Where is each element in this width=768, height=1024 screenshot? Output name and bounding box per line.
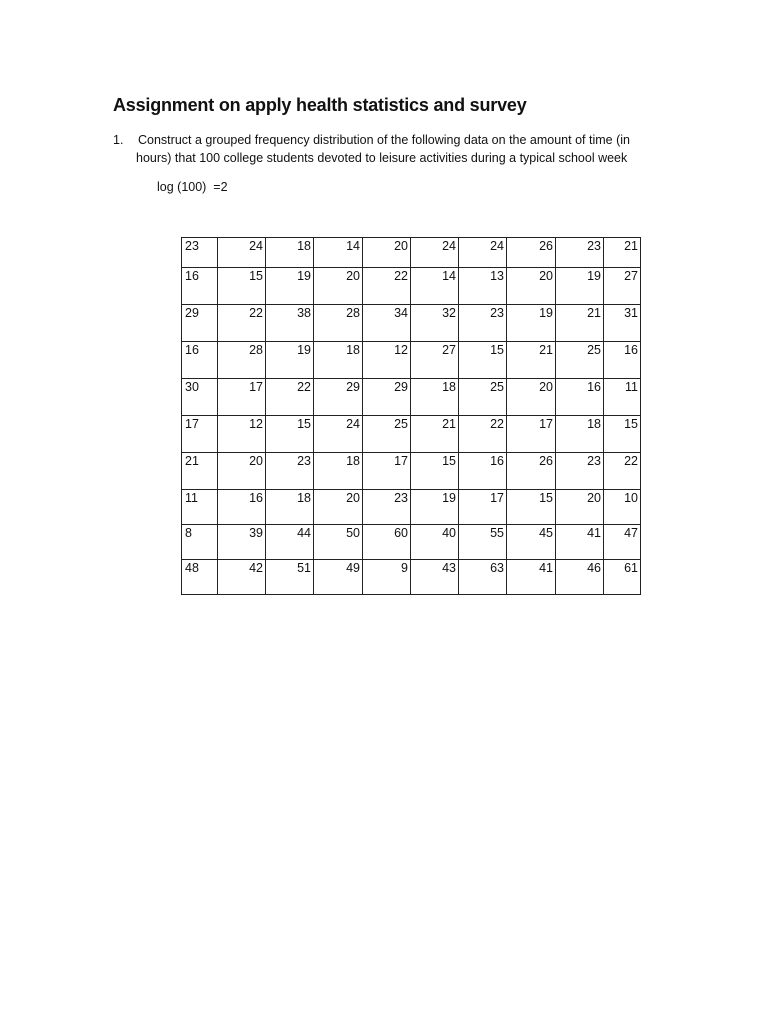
cell-value: 22 [249, 306, 263, 320]
table-cell [314, 379, 363, 416]
cell-value: 51 [297, 561, 311, 575]
cell-value: 29 [346, 380, 360, 394]
cell-value: 31 [624, 306, 638, 320]
question-number: 1. [113, 133, 124, 147]
cell-value: 26 [539, 454, 553, 468]
table-cell [314, 342, 363, 379]
cell-value: 13 [490, 269, 504, 283]
cell-value: 27 [442, 343, 456, 357]
table-cell [218, 379, 266, 416]
cell-value: 43 [442, 561, 456, 575]
table-cell [411, 416, 459, 453]
table-cell [604, 525, 641, 560]
cell-value: 10 [624, 491, 638, 505]
table-cell [363, 268, 411, 305]
cell-value: 17 [185, 417, 199, 431]
table-cell [363, 416, 411, 453]
table-cell [266, 268, 314, 305]
table-cell [218, 305, 266, 342]
cell-value: 61 [624, 561, 638, 575]
table-cell [314, 525, 363, 560]
table-cell [411, 560, 459, 595]
cell-value: 19 [297, 343, 311, 357]
cell-value: 15 [297, 417, 311, 431]
cell-value: 16 [249, 491, 263, 505]
cell-value: 21 [185, 454, 199, 468]
cell-value: 25 [490, 380, 504, 394]
cell-value: 24 [249, 239, 263, 253]
table-cell [314, 490, 363, 525]
cell-value: 29 [394, 380, 408, 394]
table-row [182, 453, 641, 490]
table-cell [507, 416, 556, 453]
table-cell [266, 305, 314, 342]
cell-value: 18 [346, 454, 360, 468]
table-cell [182, 342, 218, 379]
table-cell [363, 453, 411, 490]
cell-value: 24 [442, 239, 456, 253]
cell-value: 60 [394, 526, 408, 540]
cell-value: 18 [297, 239, 311, 253]
table-cell [459, 379, 507, 416]
table-cell [459, 525, 507, 560]
question-text: Construct a grouped frequency distribution of the following data on the amount of time (in hours) that 100 college students devoted to leisure activities during a typical school week [136, 133, 630, 165]
table-cell [363, 560, 411, 595]
table-cell [604, 238, 641, 268]
cell-value: 42 [249, 561, 263, 575]
table-cell [182, 268, 218, 305]
cell-value: 14 [346, 239, 360, 253]
table-cell [218, 490, 266, 525]
cell-value: 18 [346, 343, 360, 357]
table-cell [363, 525, 411, 560]
cell-value: 14 [442, 269, 456, 283]
table-row [182, 525, 641, 560]
table-cell [411, 379, 459, 416]
cell-value: 25 [587, 343, 601, 357]
table-cell [218, 342, 266, 379]
table-cell [556, 342, 604, 379]
table-cell [459, 416, 507, 453]
cell-value: 17 [490, 491, 504, 505]
cell-value: 24 [346, 417, 360, 431]
cell-value: 21 [587, 306, 601, 320]
table-cell [363, 342, 411, 379]
cell-value: 23 [297, 454, 311, 468]
table-cell [182, 238, 218, 268]
table-cell [218, 238, 266, 268]
cell-value: 23 [185, 239, 199, 253]
cell-value: 39 [249, 526, 263, 540]
table-cell [182, 490, 218, 525]
cell-value: 20 [346, 269, 360, 283]
table-cell [266, 342, 314, 379]
document-title: Assignment on apply health statistics and survey [113, 95, 527, 115]
cell-value: 30 [185, 380, 199, 394]
cell-value: 29 [185, 306, 199, 320]
table-cell [507, 238, 556, 268]
table-cell [507, 490, 556, 525]
table-cell [556, 305, 604, 342]
table-cell [459, 490, 507, 525]
cell-value: 44 [297, 526, 311, 540]
table-cell [266, 560, 314, 595]
cell-value: 63 [490, 561, 504, 575]
cell-value: 15 [249, 269, 263, 283]
table-cell [507, 379, 556, 416]
table-cell [459, 268, 507, 305]
table-row [182, 342, 641, 379]
table-row [182, 268, 641, 305]
table-cell [266, 379, 314, 416]
cell-value: 16 [185, 269, 199, 283]
table-cell [556, 490, 604, 525]
table-cell [182, 560, 218, 595]
cell-value: 16 [185, 343, 199, 357]
cell-value: 16 [490, 454, 504, 468]
table-cell [411, 268, 459, 305]
table-cell [314, 238, 363, 268]
table-cell [604, 268, 641, 305]
table-cell [556, 525, 604, 560]
table-cell [459, 305, 507, 342]
cell-value: 23 [587, 454, 601, 468]
table-cell [218, 416, 266, 453]
cell-value: 21 [442, 417, 456, 431]
table-row [182, 238, 641, 268]
cell-value: 21 [539, 343, 553, 357]
cell-value: 17 [539, 417, 553, 431]
table-cell [556, 453, 604, 490]
table-cell [266, 238, 314, 268]
cell-value: 28 [249, 343, 263, 357]
cell-value: 22 [624, 454, 638, 468]
table-cell [314, 416, 363, 453]
table-cell [218, 525, 266, 560]
table-cell [218, 268, 266, 305]
table-cell [604, 560, 641, 595]
cell-value: 50 [346, 526, 360, 540]
table-cell [556, 416, 604, 453]
cell-value: 20 [394, 239, 408, 253]
table-cell [182, 525, 218, 560]
table-row [182, 305, 641, 342]
table-cell [363, 490, 411, 525]
table-cell [507, 268, 556, 305]
table-cell [459, 560, 507, 595]
cell-value: 46 [587, 561, 601, 575]
cell-value: 17 [249, 380, 263, 394]
cell-value: 40 [442, 526, 456, 540]
table-row [182, 379, 641, 416]
cell-value: 15 [624, 417, 638, 431]
cell-value: 55 [490, 526, 504, 540]
cell-value: 45 [539, 526, 553, 540]
table-row [182, 416, 641, 453]
cell-value: 9 [401, 561, 408, 575]
table-cell [507, 525, 556, 560]
cell-value: 12 [394, 343, 408, 357]
table-cell [507, 453, 556, 490]
cell-value: 26 [539, 239, 553, 253]
cell-value: 15 [490, 343, 504, 357]
table-cell [459, 238, 507, 268]
table-cell [363, 379, 411, 416]
table-cell [556, 560, 604, 595]
table-cell [604, 416, 641, 453]
table-cell [314, 560, 363, 595]
cell-value: 27 [624, 269, 638, 283]
log-note: log (100) =2 [157, 180, 228, 194]
table-row [182, 490, 641, 525]
cell-value: 18 [297, 491, 311, 505]
table-cell [314, 453, 363, 490]
table-cell [266, 453, 314, 490]
table-cell [556, 379, 604, 416]
data-table-body [182, 238, 641, 595]
table-cell [182, 379, 218, 416]
cell-value: 48 [185, 561, 199, 575]
cell-value: 24 [490, 239, 504, 253]
table-cell [218, 453, 266, 490]
cell-value: 23 [394, 491, 408, 505]
cell-value: 18 [587, 417, 601, 431]
cell-value: 16 [624, 343, 638, 357]
table-cell [556, 238, 604, 268]
cell-value: 21 [624, 239, 638, 253]
table-cell [314, 305, 363, 342]
cell-value: 19 [442, 491, 456, 505]
table-cell [507, 305, 556, 342]
table-cell [411, 305, 459, 342]
cell-value: 23 [587, 239, 601, 253]
table-cell [604, 305, 641, 342]
table-cell [363, 305, 411, 342]
table-cell [459, 342, 507, 379]
cell-value: 22 [394, 269, 408, 283]
cell-value: 22 [490, 417, 504, 431]
cell-value: 11 [625, 380, 638, 394]
cell-value: 20 [249, 454, 263, 468]
data-table [181, 237, 641, 595]
table-cell [604, 379, 641, 416]
cell-value: 20 [346, 491, 360, 505]
table-cell [411, 490, 459, 525]
table-cell [604, 490, 641, 525]
cell-value: 18 [442, 380, 456, 394]
cell-value: 28 [346, 306, 360, 320]
cell-value: 8 [185, 526, 192, 540]
table-cell [411, 342, 459, 379]
table-cell [507, 342, 556, 379]
table-cell [182, 305, 218, 342]
cell-value: 20 [539, 269, 553, 283]
cell-value: 23 [490, 306, 504, 320]
table-cell [604, 453, 641, 490]
table-cell [266, 490, 314, 525]
table-row [182, 560, 641, 595]
cell-value: 19 [587, 269, 601, 283]
cell-value: 41 [539, 561, 553, 575]
table-cell [556, 268, 604, 305]
cell-value: 22 [297, 380, 311, 394]
cell-value: 12 [249, 417, 263, 431]
table-cell [314, 268, 363, 305]
cell-value: 17 [394, 454, 408, 468]
cell-value: 15 [539, 491, 553, 505]
cell-value: 16 [587, 380, 601, 394]
cell-value: 20 [539, 380, 553, 394]
table-cell [182, 416, 218, 453]
cell-value: 47 [624, 526, 638, 540]
cell-value: 25 [394, 417, 408, 431]
table-cell [266, 525, 314, 560]
cell-value: 20 [587, 491, 601, 505]
cell-value: 41 [587, 526, 601, 540]
table-cell [507, 560, 556, 595]
cell-value: 11 [185, 491, 198, 505]
table-cell [218, 560, 266, 595]
table-cell [182, 453, 218, 490]
cell-value: 34 [394, 306, 408, 320]
table-cell [604, 342, 641, 379]
cell-value: 19 [297, 269, 311, 283]
cell-value: 19 [539, 306, 553, 320]
table-cell [363, 238, 411, 268]
table-cell [266, 416, 314, 453]
table-cell [411, 525, 459, 560]
table-cell [459, 453, 507, 490]
cell-value: 32 [442, 306, 456, 320]
question-1 [113, 131, 653, 167]
cell-value: 49 [346, 561, 360, 575]
table-cell [411, 238, 459, 268]
cell-value: 38 [297, 306, 311, 320]
table-cell [411, 453, 459, 490]
cell-value: 15 [442, 454, 456, 468]
